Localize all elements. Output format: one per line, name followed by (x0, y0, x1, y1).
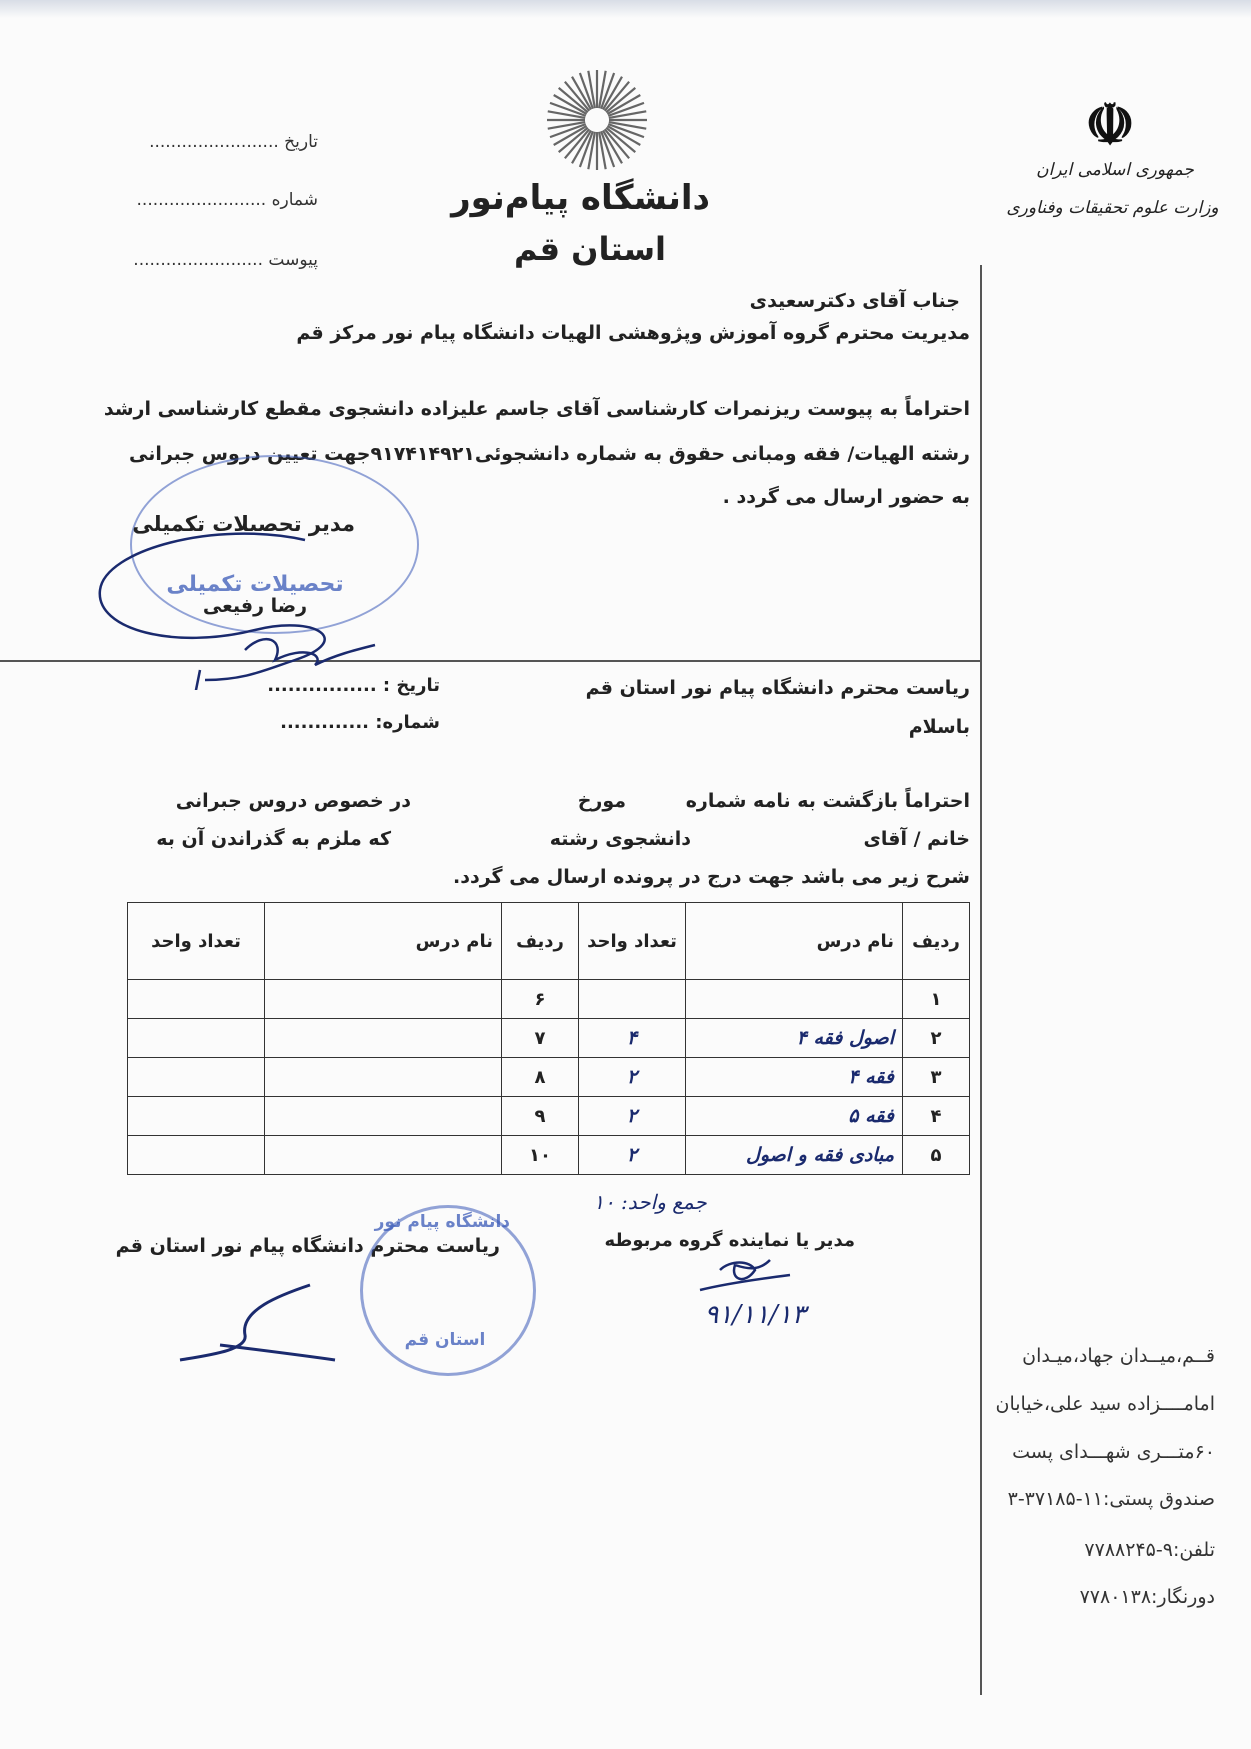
table-cell-r2: ۶ (502, 980, 579, 1019)
letter2-line1-c: در خصوص دروس جبرانی (175, 790, 411, 812)
table-cell-r1: ۳ (903, 1058, 970, 1097)
table-cell-units2 (128, 1058, 265, 1097)
emblem-line-2: وزارت علوم تحقیقات وفناوری (1006, 198, 1219, 218)
letter1-body-line-1: احتراماً به پیوست ریزنمرات کارشناسی آقای جاسم علیزاده دانشجوی مقطع کارشناسی ارشد (103, 398, 970, 420)
table-cell-units1 (579, 980, 686, 1019)
letter1-body-line-2: رشته الهیات/ فقه ومبانی حقوق به شماره دانشجوئی۹۱۷۴۱۴۹۲۱جهت تعیین دروس جبرانی (128, 443, 970, 465)
table-cell-units1: ۲ (579, 1058, 686, 1097)
president-label: ریاست محترم دانشگاه پیام نور استان قم (115, 1235, 500, 1257)
table-row (128, 1019, 970, 1058)
meta-number: شماره ........................ (136, 190, 318, 210)
signature-2-icon (690, 1255, 800, 1305)
table-cell-r1: ۴ (903, 1097, 970, 1136)
header-cell: ردیف (502, 903, 579, 980)
table-row (128, 980, 970, 1019)
table-cell-name2 (265, 980, 502, 1019)
table-row (128, 1097, 970, 1136)
university-name: دانشگاه پیام‌نور (451, 178, 710, 218)
iran-emblem-icon: ☫ (1084, 92, 1136, 158)
address-line-3: ۶۰متـــری شهـــدای پست (1012, 1441, 1215, 1463)
meta-date: تاریخ ........................ (149, 132, 318, 152)
table-cell-r2: ۸ (502, 1058, 579, 1097)
address-line-2: امامــــزاده سید علی،خیابان (995, 1393, 1215, 1415)
table-cell-name1: اصول فقه ۴ (686, 1019, 903, 1058)
header-cell: تعداد واحد (128, 903, 265, 980)
letter1-signer-title: مدیر تحصیلات تکمیلی (132, 512, 355, 536)
province-name: استان قم (513, 230, 666, 268)
meta-attachment: پیوست ........................ (133, 250, 318, 270)
table-cell-r2: ۱۰ (502, 1136, 579, 1175)
letter2-greeting: باسلام (908, 716, 970, 738)
table-cell-name2 (265, 1097, 502, 1136)
letter2-addressee: ریاست محترم دانشگاه پیام نور استان قم (585, 677, 970, 699)
emblem-line-1: جمهوری اسلامی ایران (1036, 160, 1194, 180)
table-cell-units2 (128, 980, 265, 1019)
signature-1-icon (95, 520, 395, 690)
header-cell: ردیف (903, 903, 970, 980)
margin-divider (980, 265, 982, 1695)
table-cell-units2 (128, 1097, 265, 1136)
letter1-addressee: جناب آقای دکترسعیدی (749, 290, 960, 312)
address-line-1: قــم،میــدان جهاد،میـدان (1022, 1345, 1215, 1367)
letter2-number: شماره: ............. (280, 712, 440, 733)
table-cell-r1: ۵ (903, 1136, 970, 1175)
table-row (128, 1136, 970, 1175)
table-cell-units2 (128, 1019, 265, 1058)
table-cell-units2 (128, 1136, 265, 1175)
letter2-date: تاریخ : ................ (267, 675, 440, 696)
letter2-line3: شرح زیر می باشد جهت درج در پرونده ارسال می گردد. (453, 866, 970, 888)
letter2-line2-c: که ملزم به گذراندن آن به (156, 828, 391, 850)
address-line-6: دورنگار:۷۷۸۰۱۳۸ (1079, 1586, 1215, 1608)
signed-date: ۹۱/۱۱/۱۳ (704, 1300, 806, 1330)
table-cell-units1: ۲ (579, 1136, 686, 1175)
address-line-5: تلفن:۹-۷۷۸۸۲۴۵ (1084, 1539, 1215, 1561)
letter2-line1-a: احتراماً بازگشت به نامه شماره (685, 790, 970, 812)
letter1-addressee-title: مدیریت محترم گروه آموزش وپژوهشی الهیات دانشگاه پیام نور مرکز قم (296, 322, 970, 344)
table-cell-r1: ۱ (903, 980, 970, 1019)
table-cell-r2: ۹ (502, 1097, 579, 1136)
table-header-row (128, 903, 970, 980)
stamp-top-text: دانشگاه پیام نور (374, 1212, 510, 1232)
scan-shadow (0, 0, 1251, 18)
table-cell-name2 (265, 1019, 502, 1058)
letter1-signer-name: رضا رفیعی (202, 595, 308, 617)
table-cell-name1 (686, 980, 903, 1019)
table-cell-name1: فقه ۴ (686, 1058, 903, 1097)
table-cell-r2: ۷ (502, 1019, 579, 1058)
table-cell-name2 (265, 1058, 502, 1097)
letter2-line2-b: دانشجوی رشته (549, 828, 691, 850)
header-cell: نام درس (686, 903, 903, 980)
table-row (128, 1058, 970, 1097)
stamp-text: تحصیلات تکمیلی (166, 572, 344, 597)
letter1-body-line-3: به حضور ارسال می گردد . (722, 486, 970, 508)
course-table (127, 902, 970, 1175)
table-cell-name2 (265, 1136, 502, 1175)
letter2-line2-a: خانم / آقای (863, 828, 970, 850)
header-cell: تعداد واحد (579, 903, 686, 980)
address-line-4: صندوق پستی:۱۱-۳۷۱۸۵-۳ (1007, 1488, 1215, 1510)
stamp-bottom-text: استان قم (404, 1330, 486, 1350)
table-cell-name1: مبادی فقه و اصول (686, 1136, 903, 1175)
header-cell: نام درس (265, 903, 502, 980)
letter2-line1-b: مورخ (577, 790, 626, 812)
signature-3-icon (170, 1275, 340, 1375)
university-logo-icon (545, 68, 649, 172)
table-cell-name1: فقه ۵ (686, 1097, 903, 1136)
total-units-note: جمع واحد: ۱۰ (593, 1190, 707, 1214)
table-cell-r1: ۲ (903, 1019, 970, 1058)
group-manager-label: مدیر یا نماینده گروه مربوطه (604, 1230, 855, 1251)
table-cell-units1: ۴ (579, 1019, 686, 1058)
table-cell-units1: ۲ (579, 1097, 686, 1136)
